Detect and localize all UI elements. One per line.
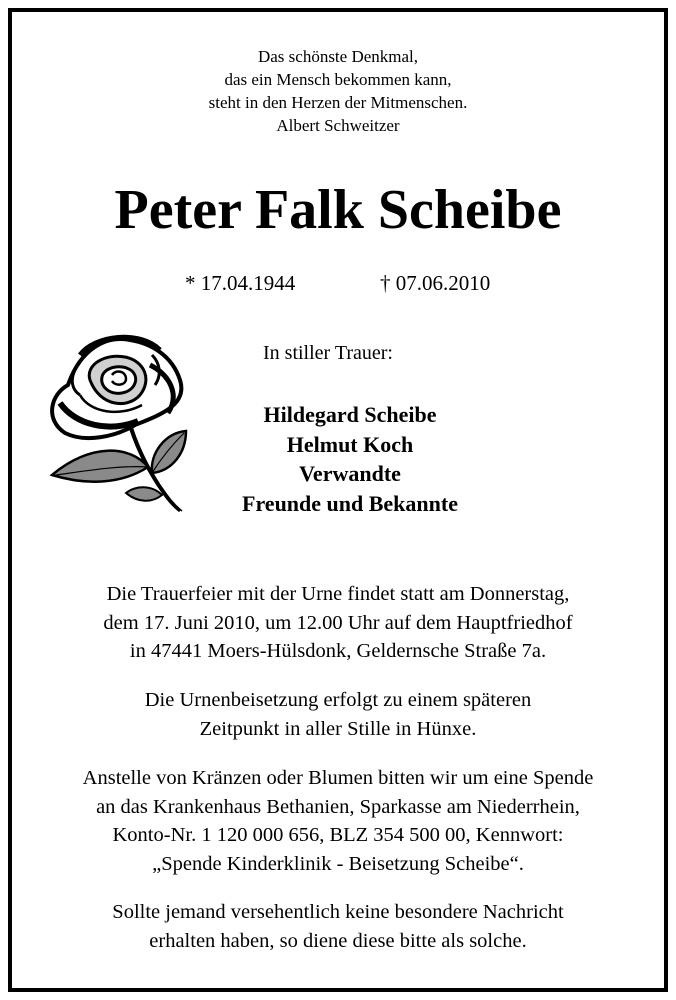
paragraph-line: „Spende Kinderklinik - Beisetzung Scheibe“. [152,852,524,875]
rose-icon [40,325,190,515]
quote-line: das ein Mensch bekommen kann, [224,70,452,89]
birth-date: * 17.04.1944 [185,271,296,295]
paragraph-line: Sollte jemand versehentlich keine besondere Nachricht [112,901,564,923]
quote-author: Albert Schweitzer [276,116,400,135]
paragraph-line: in 47441 Moers-Hülsdonk, Geldernsche Straße 7a. [129,640,547,662]
mourners-list [200,400,500,518]
urn-burial-paragraph [0,686,676,743]
deceased-name: Peter Falk Scheibe [114,179,562,241]
paragraph-line: Zeitpunkt in aller Stille in Hünxe. [199,717,477,740]
funeral-service-paragraph [0,580,676,666]
quote-line: steht in den Herzen der Mitmenschen. [208,93,468,112]
mourner-name: Freunde und Bekannte [242,490,458,516]
paragraph-line: Die Urnenbeisetzung erfolgt zu einem späteren [144,689,532,711]
paragraph-line: Konto-Nr. 1 120 000 656, BLZ 354 500 00, Kennwort: [112,824,564,846]
mourner-name: Helmut Koch [286,431,414,457]
death-date: † 07.06.2010 [380,271,491,295]
closing-paragraph [0,898,676,955]
donation-paragraph [0,764,676,878]
epitaph-quote [0,45,676,137]
quote-line: Das schönste Denkmal, [257,47,419,66]
paragraph-line: an das Krankenhaus Bethanien, Sparkasse am Niederrhein, [96,795,580,818]
mourning-heading: In stiller Trauer: [263,342,393,364]
paragraph-line: erhalten haben, so diene diese bitte als solche. [149,929,527,952]
mourner-name: Verwandte [299,461,401,486]
paragraph-line: Anstelle von Kränzen oder Blumen bitten wir um eine Spende [82,767,594,789]
paragraph-line: dem 17. Juni 2010, um 12.00 Uhr auf dem Hauptfriedhof [103,611,573,634]
mourner-name: Hildegard Scheibe [263,402,437,427]
paragraph-line: Die Trauerfeier mit der Urne findet statt am Donnerstag, [106,583,570,605]
